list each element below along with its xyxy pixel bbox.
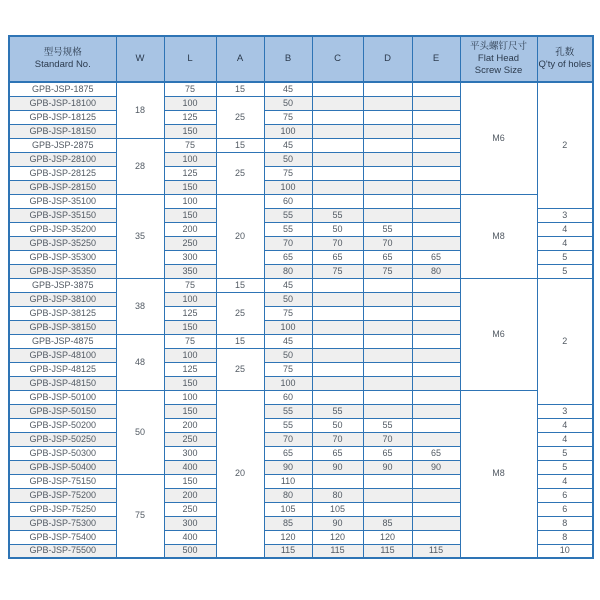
cell-b: 85 <box>264 516 312 530</box>
cell-l: 100 <box>164 348 216 362</box>
cell-holes: 8 <box>537 530 593 544</box>
cell-standard-no: GPB-JSP-75300 <box>9 516 116 530</box>
cell-b: 75 <box>264 110 312 124</box>
cell-d <box>363 152 412 166</box>
cell-e <box>412 278 460 292</box>
cell-a: 20 <box>216 194 264 278</box>
cell-standard-no: GPB-JSP-48150 <box>9 376 116 390</box>
header-holes <box>537 36 593 82</box>
cell-standard-no: GPB-JSP-28125 <box>9 166 116 180</box>
cell-a: 25 <box>216 152 264 194</box>
cell-l: 250 <box>164 236 216 250</box>
cell-holes: 3 <box>537 208 593 222</box>
cell-c <box>312 124 363 138</box>
cell-d <box>363 362 412 376</box>
cell-c: 90 <box>312 516 363 530</box>
cell-l: 150 <box>164 180 216 194</box>
cell-d <box>363 278 412 292</box>
cell-c <box>312 474 363 488</box>
cell-e <box>412 110 460 124</box>
cell-d <box>363 306 412 320</box>
cell-standard-no: GPB-JSP-38100 <box>9 292 116 306</box>
cell-d <box>363 110 412 124</box>
cell-d: 65 <box>363 446 412 460</box>
cell-l: 150 <box>164 320 216 334</box>
cell-c <box>312 278 363 292</box>
cell-c: 120 <box>312 530 363 544</box>
cell-holes: 5 <box>537 460 593 474</box>
cell-d <box>363 292 412 306</box>
cell-b: 120 <box>264 530 312 544</box>
cell-standard-no: GPB-JSP-75150 <box>9 474 116 488</box>
cell-a: 15 <box>216 82 264 96</box>
cell-d <box>363 502 412 516</box>
cell-b: 115 <box>264 544 312 558</box>
cell-standard-no: GPB-JSP-35100 <box>9 194 116 208</box>
cell-l: 350 <box>164 264 216 278</box>
cell-l: 300 <box>164 250 216 264</box>
cell-d <box>363 334 412 348</box>
cell-e <box>412 404 460 418</box>
cell-d: 85 <box>363 516 412 530</box>
cell-standard-no: GPB-JSP-35200 <box>9 222 116 236</box>
cell-standard-no: GPB-JSP-4875 <box>9 334 116 348</box>
header-standard-no-en: Standard No. <box>34 59 91 70</box>
cell-c: 65 <box>312 446 363 460</box>
cell-l: 250 <box>164 502 216 516</box>
cell-w: 75 <box>116 474 164 558</box>
cell-b: 100 <box>264 180 312 194</box>
cell-c <box>312 292 363 306</box>
cell-standard-no: GPB-JSP-75400 <box>9 530 116 544</box>
cell-w: 38 <box>116 278 164 334</box>
cell-e <box>412 222 460 236</box>
cell-e <box>412 180 460 194</box>
cell-d <box>363 194 412 208</box>
cell-l: 100 <box>164 390 216 404</box>
table-body <box>9 82 593 558</box>
cell-d <box>363 208 412 222</box>
cell-standard-no: GPB-JSP-48100 <box>9 348 116 362</box>
cell-b: 100 <box>264 124 312 138</box>
cell-a: 25 <box>216 348 264 390</box>
cell-c <box>312 334 363 348</box>
cell-l: 500 <box>164 544 216 558</box>
cell-d <box>363 180 412 194</box>
cell-c <box>312 320 363 334</box>
cell-b: 65 <box>264 250 312 264</box>
cell-e <box>412 194 460 208</box>
cell-standard-no: GPB-JSP-50300 <box>9 446 116 460</box>
cell-c <box>312 348 363 362</box>
header-screw-en2: Screw Size <box>474 64 523 76</box>
cell-b: 45 <box>264 138 312 152</box>
cell-e: 80 <box>412 264 460 278</box>
cell-c <box>312 390 363 404</box>
cell-b: 55 <box>264 222 312 236</box>
cell-b: 50 <box>264 292 312 306</box>
cell-d <box>363 474 412 488</box>
cell-holes: 6 <box>537 488 593 502</box>
cell-standard-no: GPB-JSP-28150 <box>9 180 116 194</box>
cell-b: 75 <box>264 306 312 320</box>
cell-l: 250 <box>164 432 216 446</box>
cell-standard-no: GPB-JSP-2875 <box>9 138 116 152</box>
cell-standard-no: GPB-JSP-50150 <box>9 404 116 418</box>
cell-l: 100 <box>164 96 216 110</box>
cell-e <box>412 138 460 152</box>
header-standard-no-zh: 型号规格 <box>43 47 82 59</box>
cell-d <box>363 82 412 96</box>
cell-l: 150 <box>164 404 216 418</box>
cell-e: 65 <box>412 446 460 460</box>
cell-b: 55 <box>264 418 312 432</box>
cell-a: 25 <box>216 96 264 138</box>
cell-c <box>312 166 363 180</box>
cell-standard-no: GPB-JSP-3875 <box>9 278 116 292</box>
cell-holes: 4 <box>537 236 593 250</box>
cell-l: 125 <box>164 306 216 320</box>
cell-e <box>412 292 460 306</box>
cell-d: 55 <box>363 418 412 432</box>
cell-l: 75 <box>164 334 216 348</box>
cell-b: 60 <box>264 390 312 404</box>
cell-b: 50 <box>264 152 312 166</box>
cell-w: 35 <box>116 194 164 278</box>
cell-a: 25 <box>216 292 264 334</box>
cell-holes: 5 <box>537 446 593 460</box>
cell-d: 70 <box>363 236 412 250</box>
table-row <box>9 278 593 292</box>
cell-c: 55 <box>312 404 363 418</box>
cell-e <box>412 124 460 138</box>
cell-standard-no: GPB-JSP-35300 <box>9 250 116 264</box>
cell-b: 80 <box>264 264 312 278</box>
cell-standard-no: GPB-JSP-35350 <box>9 264 116 278</box>
cell-l: 200 <box>164 488 216 502</box>
cell-holes: 6 <box>537 502 593 516</box>
header-screw-en1: Flat Head <box>477 53 520 65</box>
cell-l: 300 <box>164 446 216 460</box>
cell-e <box>412 96 460 110</box>
cell-d: 65 <box>363 250 412 264</box>
cell-e <box>412 334 460 348</box>
cell-c: 55 <box>312 208 363 222</box>
cell-l: 150 <box>164 124 216 138</box>
cell-l: 75 <box>164 82 216 96</box>
cell-e <box>412 390 460 404</box>
cell-holes: 4 <box>537 474 593 488</box>
cell-e <box>412 166 460 180</box>
cell-screw-size: M6 <box>460 278 537 390</box>
header-b: B <box>264 36 312 82</box>
cell-d <box>363 96 412 110</box>
cell-d: 115 <box>363 544 412 558</box>
header-holes-en: Q'ty of holes <box>538 59 591 70</box>
cell-e <box>412 236 460 250</box>
cell-e <box>412 418 460 432</box>
cell-l: 100 <box>164 152 216 166</box>
cell-d: 75 <box>363 264 412 278</box>
cell-l: 300 <box>164 516 216 530</box>
cell-c: 70 <box>312 432 363 446</box>
cell-b: 75 <box>264 362 312 376</box>
spec-table <box>8 35 594 559</box>
cell-l: 100 <box>164 194 216 208</box>
cell-standard-no: GPB-JSP-50200 <box>9 418 116 432</box>
cell-holes: 4 <box>537 222 593 236</box>
cell-b: 110 <box>264 474 312 488</box>
cell-l: 150 <box>164 474 216 488</box>
cell-l: 75 <box>164 278 216 292</box>
cell-l: 200 <box>164 222 216 236</box>
cell-b: 105 <box>264 502 312 516</box>
cell-holes: 5 <box>537 264 593 278</box>
cell-e <box>412 488 460 502</box>
cell-e <box>412 208 460 222</box>
header-c: C <box>312 36 363 82</box>
cell-holes: 8 <box>537 516 593 530</box>
cell-d: 70 <box>363 432 412 446</box>
header-row <box>9 36 593 82</box>
cell-c: 80 <box>312 488 363 502</box>
cell-w: 50 <box>116 390 164 474</box>
cell-b: 60 <box>264 194 312 208</box>
cell-b: 45 <box>264 278 312 292</box>
cell-c: 50 <box>312 418 363 432</box>
cell-e: 90 <box>412 460 460 474</box>
cell-standard-no: GPB-JSP-18100 <box>9 96 116 110</box>
cell-c: 105 <box>312 502 363 516</box>
table-row <box>9 194 593 208</box>
cell-w: 28 <box>116 138 164 194</box>
header-w: W <box>116 36 164 82</box>
cell-c: 75 <box>312 264 363 278</box>
cell-b: 100 <box>264 376 312 390</box>
header-screw-zh: 平头螺钉尺寸 <box>469 41 527 53</box>
cell-d <box>363 138 412 152</box>
cell-w: 48 <box>116 334 164 390</box>
cell-e <box>412 502 460 516</box>
cell-standard-no: GPB-JSP-18125 <box>9 110 116 124</box>
cell-c <box>312 362 363 376</box>
header-l: L <box>164 36 216 82</box>
cell-holes: 4 <box>537 432 593 446</box>
cell-holes: 2 <box>537 82 593 208</box>
cell-d: 55 <box>363 222 412 236</box>
cell-d <box>363 166 412 180</box>
cell-standard-no: GPB-JSP-35150 <box>9 208 116 222</box>
cell-d <box>363 124 412 138</box>
cell-b: 55 <box>264 208 312 222</box>
cell-d <box>363 390 412 404</box>
cell-c <box>312 180 363 194</box>
cell-a: 20 <box>216 390 264 558</box>
cell-standard-no: GPB-JSP-38125 <box>9 306 116 320</box>
header-screw-size <box>460 36 537 82</box>
cell-e <box>412 474 460 488</box>
cell-c <box>312 194 363 208</box>
cell-b: 75 <box>264 166 312 180</box>
cell-d: 90 <box>363 460 412 474</box>
cell-d <box>363 488 412 502</box>
cell-standard-no: GPB-JSP-75500 <box>9 544 116 558</box>
cell-standard-no: GPB-JSP-35250 <box>9 236 116 250</box>
cell-a: 15 <box>216 138 264 152</box>
cell-b: 70 <box>264 236 312 250</box>
cell-e <box>412 530 460 544</box>
cell-c <box>312 138 363 152</box>
cell-b: 100 <box>264 320 312 334</box>
cell-b: 90 <box>264 460 312 474</box>
cell-c <box>312 152 363 166</box>
cell-c <box>312 96 363 110</box>
cell-e: 115 <box>412 544 460 558</box>
cell-standard-no: GPB-JSP-48125 <box>9 362 116 376</box>
cell-standard-no: GPB-JSP-75200 <box>9 488 116 502</box>
table-row <box>9 82 593 96</box>
cell-c: 115 <box>312 544 363 558</box>
cell-e <box>412 82 460 96</box>
cell-d <box>363 404 412 418</box>
cell-standard-no: GPB-JSP-50250 <box>9 432 116 446</box>
cell-b: 45 <box>264 334 312 348</box>
cell-d: 120 <box>363 530 412 544</box>
header-holes-zh: 孔数 <box>555 47 575 59</box>
cell-c <box>312 376 363 390</box>
header-e: E <box>412 36 460 82</box>
cell-e <box>412 306 460 320</box>
cell-b: 45 <box>264 82 312 96</box>
cell-b: 50 <box>264 96 312 110</box>
cell-l: 125 <box>164 362 216 376</box>
cell-c: 70 <box>312 236 363 250</box>
cell-c <box>312 110 363 124</box>
cell-c: 90 <box>312 460 363 474</box>
cell-l: 125 <box>164 166 216 180</box>
cell-screw-size: M8 <box>460 390 537 558</box>
cell-l: 400 <box>164 460 216 474</box>
cell-l: 75 <box>164 138 216 152</box>
cell-standard-no: GPB-JSP-1875 <box>9 82 116 96</box>
header-standard-no <box>9 36 116 82</box>
table-row <box>9 390 593 404</box>
cell-holes: 3 <box>537 404 593 418</box>
cell-c: 50 <box>312 222 363 236</box>
cell-l: 100 <box>164 292 216 306</box>
cell-d <box>363 348 412 362</box>
cell-standard-no: GPB-JSP-50100 <box>9 390 116 404</box>
cell-standard-no: GPB-JSP-28100 <box>9 152 116 166</box>
cell-c <box>312 306 363 320</box>
cell-a: 15 <box>216 278 264 292</box>
cell-b: 55 <box>264 404 312 418</box>
cell-standard-no: GPB-JSP-75250 <box>9 502 116 516</box>
cell-b: 50 <box>264 348 312 362</box>
cell-holes: 2 <box>537 278 593 404</box>
cell-l: 150 <box>164 208 216 222</box>
cell-c: 65 <box>312 250 363 264</box>
cell-standard-no: GPB-JSP-50400 <box>9 460 116 474</box>
cell-l: 200 <box>164 418 216 432</box>
cell-e <box>412 362 460 376</box>
cell-standard-no: GPB-JSP-38150 <box>9 320 116 334</box>
cell-screw-size: M8 <box>460 194 537 278</box>
cell-holes: 5 <box>537 250 593 264</box>
cell-e <box>412 516 460 530</box>
header-a: A <box>216 36 264 82</box>
cell-standard-no: GPB-JSP-18150 <box>9 124 116 138</box>
cell-e: 65 <box>412 250 460 264</box>
cell-l: 400 <box>164 530 216 544</box>
cell-e <box>412 152 460 166</box>
cell-screw-size: M6 <box>460 82 537 194</box>
cell-a: 15 <box>216 334 264 348</box>
table-header <box>9 36 593 82</box>
cell-l: 150 <box>164 376 216 390</box>
cell-c <box>312 82 363 96</box>
cell-e <box>412 432 460 446</box>
cell-w: 18 <box>116 82 164 138</box>
cell-e <box>412 320 460 334</box>
cell-l: 125 <box>164 110 216 124</box>
cell-d <box>363 320 412 334</box>
cell-holes: 4 <box>537 418 593 432</box>
cell-e <box>412 376 460 390</box>
cell-b: 65 <box>264 446 312 460</box>
header-d: D <box>363 36 412 82</box>
cell-b: 80 <box>264 488 312 502</box>
cell-e <box>412 348 460 362</box>
cell-d <box>363 376 412 390</box>
cell-holes: 10 <box>537 544 593 558</box>
cell-b: 70 <box>264 432 312 446</box>
